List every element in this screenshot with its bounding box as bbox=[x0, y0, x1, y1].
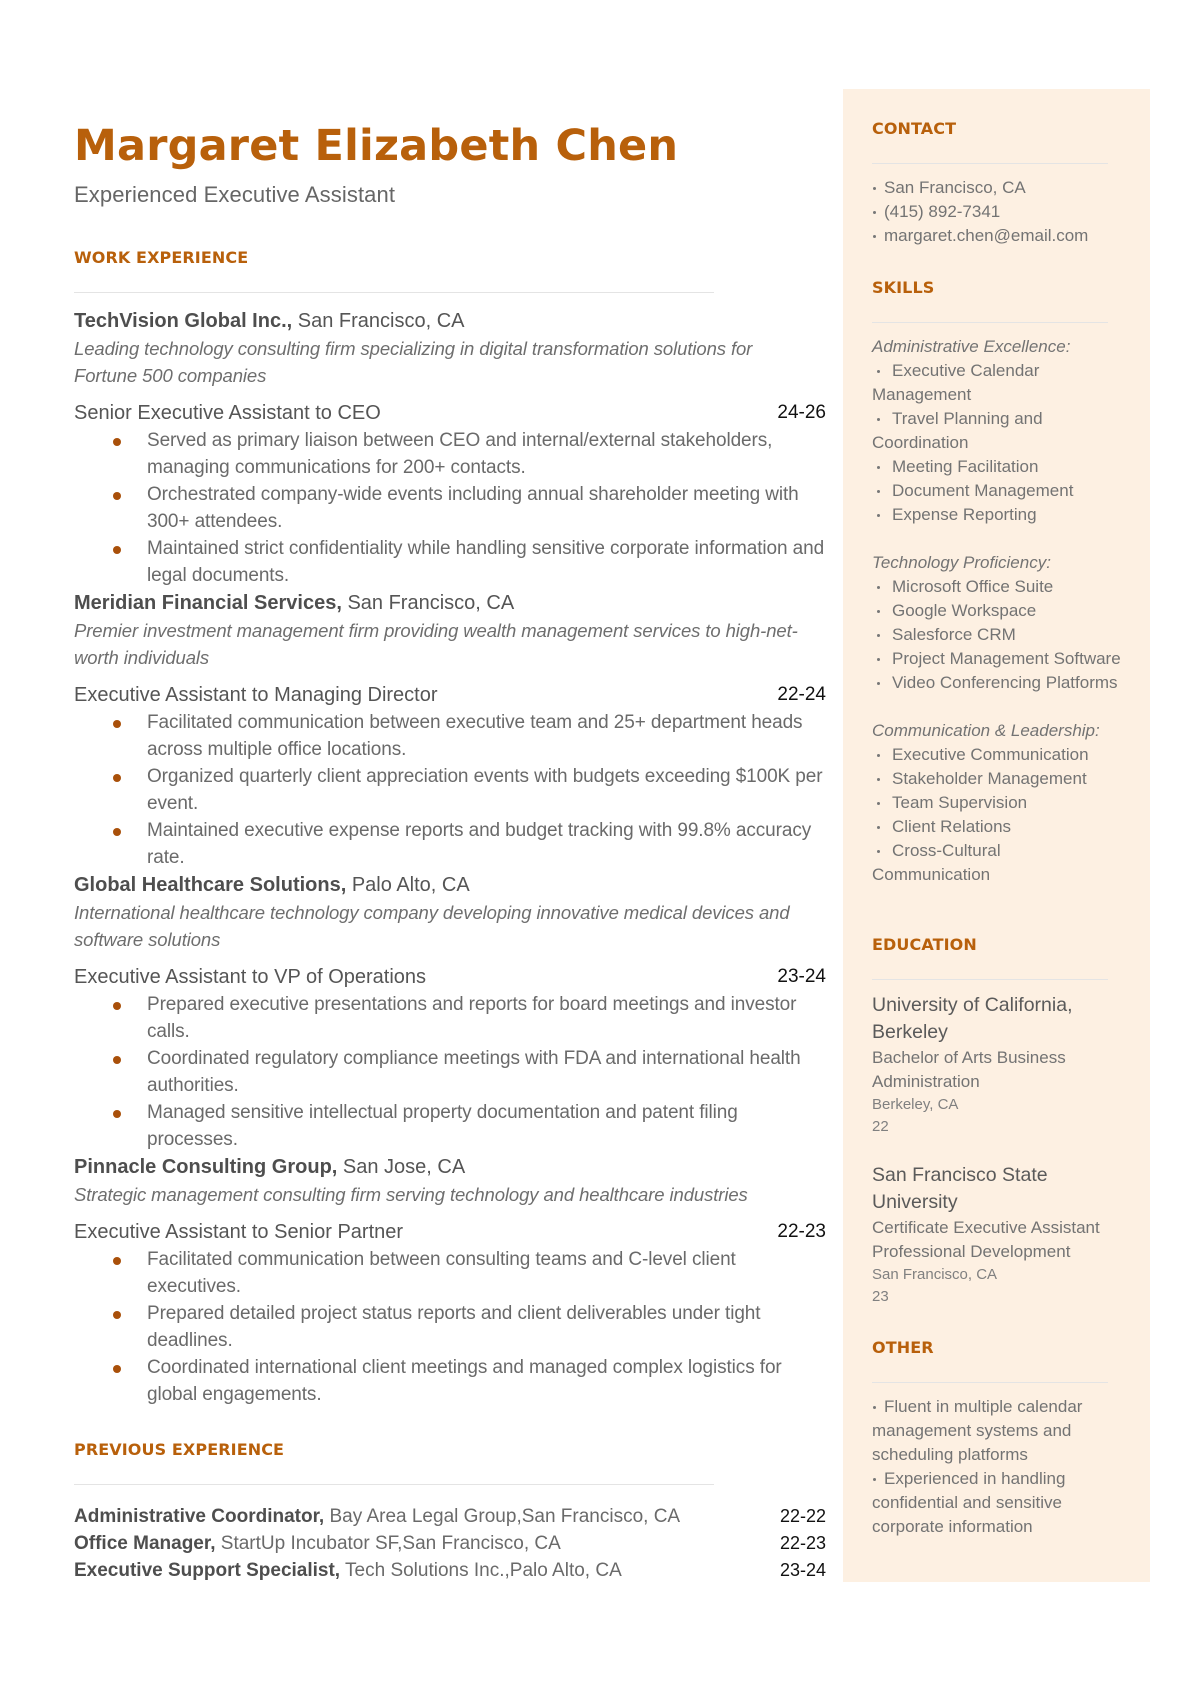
company-line bbox=[74, 1153, 826, 1181]
skill-text: Video Conferencing Platforms bbox=[892, 673, 1118, 692]
skill-text: Executive Communication bbox=[892, 745, 1089, 764]
role-title: Executive Assistant to Managing Director bbox=[74, 684, 438, 706]
skill-category: Administrative Excellence: bbox=[872, 337, 1071, 356]
role-dates: 23-24 bbox=[777, 966, 826, 987]
education-entry bbox=[872, 992, 1122, 1138]
skill-group bbox=[872, 719, 1122, 887]
work-entry bbox=[74, 589, 826, 871]
skill-text: Document Management bbox=[892, 481, 1074, 500]
skill-text: Microsoft Office Suite bbox=[892, 577, 1054, 596]
contact-list bbox=[872, 176, 1122, 248]
work-experience-list bbox=[74, 307, 826, 1408]
bullet-icon bbox=[113, 1056, 121, 1064]
bullet-icon bbox=[113, 1002, 121, 1010]
bullet-icon bbox=[113, 1365, 121, 1373]
achievement-item bbox=[74, 817, 827, 871]
bullet-icon bbox=[873, 187, 876, 190]
main-column bbox=[74, 118, 826, 1584]
skill-item bbox=[872, 791, 1122, 815]
previous-experience-row bbox=[74, 1503, 826, 1530]
skill-text: Google Workspace bbox=[892, 601, 1037, 620]
company-location: San Francisco, CA bbox=[341, 592, 515, 614]
skill-text: Expense Reporting bbox=[892, 505, 1037, 524]
skill-item bbox=[872, 839, 1122, 887]
bullet-icon bbox=[877, 826, 880, 829]
bullet-icon bbox=[873, 211, 876, 214]
bullet-icon bbox=[877, 490, 880, 493]
company-line bbox=[74, 589, 826, 617]
bullet-icon bbox=[877, 610, 880, 613]
achievement-item bbox=[74, 1099, 827, 1153]
education-location: San Francisco, CA bbox=[872, 1266, 998, 1283]
skill-item bbox=[872, 671, 1122, 695]
achievement-text: Organized quarterly client appreciation events with budgets exceeding $100K per event. bbox=[147, 766, 823, 814]
section-divider bbox=[74, 1484, 714, 1485]
contact-location: San Francisco, CA bbox=[872, 176, 1122, 200]
bullet-icon bbox=[113, 720, 121, 728]
previous-experience-heading: PREVIOUS EXPERIENCE bbox=[74, 1440, 285, 1459]
achievement-item bbox=[74, 481, 827, 535]
bullet-icon bbox=[113, 1311, 121, 1319]
section-divider bbox=[872, 1382, 1108, 1383]
skill-item bbox=[872, 503, 1122, 527]
company-line bbox=[74, 871, 826, 899]
achievement-text: Maintained executive expense reports and budget tracking with 99.8% accuracy rate. bbox=[147, 820, 812, 868]
degree: Certificate Executive Assistant Professional Development bbox=[872, 1218, 1100, 1261]
bullet-icon bbox=[113, 1110, 121, 1118]
work-experience-heading: WORK EXPERIENCE bbox=[74, 248, 249, 267]
skills-heading: SKILLS bbox=[872, 278, 935, 297]
bullet-icon bbox=[113, 828, 121, 836]
role-title: Executive Assistant to VP of Operations bbox=[74, 966, 427, 988]
education-year: 23 bbox=[872, 1288, 889, 1305]
other-text: Experienced in handling confidential and sensitive corporate information bbox=[872, 1469, 1066, 1536]
previous-detail: StartUp Incubator SF,San Francisco, CA bbox=[215, 1533, 561, 1554]
achievement-item bbox=[74, 763, 827, 817]
skills-list bbox=[872, 335, 1122, 887]
contact-phone[interactable]: (415) 892-7341 bbox=[872, 200, 1122, 224]
candidate-title: Experienced Executive Assistant bbox=[74, 182, 396, 207]
education-location: Berkeley, CA bbox=[872, 1096, 959, 1113]
skill-text: Project Management Software bbox=[892, 649, 1121, 668]
bullet-icon bbox=[877, 658, 880, 661]
company-name: Pinnacle Consulting Group, bbox=[74, 1156, 338, 1178]
achievement-text: Facilitated communication between executive team and 25+ department heads across multiple office locations. bbox=[147, 712, 803, 760]
previous-role: Executive Support Specialist, bbox=[74, 1560, 341, 1581]
bullet-icon bbox=[113, 774, 121, 782]
other-heading: OTHER bbox=[872, 1338, 934, 1357]
bullet-icon bbox=[877, 586, 880, 589]
skill-category: Technology Proficiency: bbox=[872, 553, 1051, 572]
skill-item bbox=[872, 575, 1122, 599]
company-line bbox=[74, 307, 826, 335]
bullet-icon bbox=[877, 634, 880, 637]
skill-item bbox=[872, 359, 1122, 407]
sidebar bbox=[843, 89, 1150, 1582]
previous-role: Administrative Coordinator, bbox=[74, 1506, 325, 1527]
skill-item bbox=[872, 743, 1122, 767]
achievement-list bbox=[74, 1246, 826, 1408]
other-item bbox=[872, 1467, 1122, 1539]
education-list bbox=[872, 992, 1122, 1308]
skill-text: Client Relations bbox=[892, 817, 1012, 836]
achievement-text: Orchestrated company-wide events including annual shareholder meeting with 300+ attendees. bbox=[147, 484, 799, 532]
previous-experience-text bbox=[74, 1503, 680, 1530]
previous-experience-text bbox=[74, 1530, 561, 1557]
previous-detail: Bay Area Legal Group,San Francisco, CA bbox=[324, 1506, 681, 1527]
achievement-item bbox=[74, 535, 827, 589]
skill-text: Stakeholder Management bbox=[892, 769, 1087, 788]
company-name: TechVision Global Inc., bbox=[74, 310, 293, 332]
skill-item bbox=[872, 599, 1122, 623]
achievement-item bbox=[74, 709, 827, 763]
previous-role: Office Manager, bbox=[74, 1533, 216, 1554]
other-text: Fluent in multiple calendar management systems and scheduling platforms bbox=[872, 1397, 1083, 1464]
role-row bbox=[74, 681, 826, 709]
previous-detail: Tech Solutions Inc.,Palo Alto, CA bbox=[340, 1560, 622, 1581]
achievement-text: Served as primary liaison between CEO and internal/external stakeholders, managing communications for 200+ contacts. bbox=[147, 430, 773, 478]
skill-item bbox=[872, 407, 1122, 455]
skill-category: Communication & Leadership: bbox=[872, 721, 1100, 740]
achievement-list bbox=[74, 991, 826, 1153]
achievement-text: Facilitated communication between consulting teams and C-level client executives. bbox=[147, 1249, 736, 1297]
company-description: International healthcare technology company developing innovative medical devices and software solutions bbox=[74, 902, 790, 950]
role-dates: 22-23 bbox=[777, 1221, 826, 1242]
company-description: Premier investment management firm providing wealth management services to high-net-worth individuals bbox=[74, 620, 798, 668]
company-name: Global Healthcare Solutions, bbox=[74, 874, 347, 896]
work-entry bbox=[74, 307, 826, 589]
skill-text: Cross-Cultural Communication bbox=[872, 841, 1001, 884]
skill-group bbox=[872, 335, 1122, 527]
school-name: University of California, Berkeley bbox=[872, 994, 1073, 1043]
work-entry bbox=[74, 1153, 826, 1408]
bullet-icon bbox=[877, 754, 880, 757]
education-heading: EDUCATION bbox=[872, 935, 977, 954]
achievement-item bbox=[74, 991, 827, 1045]
company-description: Leading technology consulting firm specializing in digital transformation solutions for Fortune 500 companies bbox=[74, 338, 753, 386]
previous-experience-text bbox=[74, 1557, 622, 1584]
company-location: San Jose, CA bbox=[337, 1156, 466, 1178]
achievement-text: Prepared executive presentations and reports for board meetings and investor calls. bbox=[147, 994, 797, 1042]
bullet-icon bbox=[877, 418, 880, 421]
company-location: Palo Alto, CA bbox=[346, 874, 470, 896]
skill-text: Meeting Facilitation bbox=[892, 457, 1039, 476]
section-divider bbox=[872, 322, 1108, 323]
role-row bbox=[74, 963, 826, 991]
company-name: Meridian Financial Services, bbox=[74, 592, 342, 614]
section-divider bbox=[74, 292, 714, 293]
previous-experience-row bbox=[74, 1557, 826, 1584]
role-title: Executive Assistant to Senior Partner bbox=[74, 1221, 404, 1243]
achievement-item bbox=[74, 1045, 827, 1099]
previous-dates: 22-22 bbox=[779, 1506, 826, 1526]
bullet-icon bbox=[873, 1478, 876, 1481]
skill-item bbox=[872, 479, 1122, 503]
bullet-icon bbox=[877, 682, 880, 685]
bullet-icon bbox=[877, 466, 880, 469]
skill-text: Travel Planning and Coordination bbox=[872, 409, 1043, 452]
bullet-icon bbox=[873, 235, 876, 238]
achievement-text: Prepared detailed project status reports and client deliverables under tight deadlines. bbox=[147, 1303, 761, 1351]
bullet-icon bbox=[877, 514, 880, 517]
education-year: 22 bbox=[872, 1118, 889, 1135]
section-divider bbox=[872, 163, 1108, 164]
company-description: Strategic management consulting firm serving technology and healthcare industries bbox=[74, 1184, 748, 1205]
skill-group bbox=[872, 551, 1122, 695]
candidate-name: Margaret Elizabeth Chen bbox=[74, 121, 679, 171]
bullet-icon bbox=[877, 850, 880, 853]
achievement-item bbox=[74, 1354, 827, 1408]
education-entry bbox=[872, 1162, 1122, 1308]
work-entry bbox=[74, 871, 826, 1153]
role-dates: 24-26 bbox=[777, 402, 826, 423]
achievement-text: Coordinated regulatory compliance meetings with FDA and international health authorities. bbox=[147, 1048, 801, 1096]
previous-experience-list bbox=[74, 1503, 826, 1584]
achievement-text: Maintained strict confidentiality while handling sensitive corporate information and legal documents. bbox=[147, 538, 825, 586]
role-title: Senior Executive Assistant to CEO bbox=[74, 402, 381, 424]
role-dates: 22-24 bbox=[777, 684, 826, 705]
skill-text: Team Supervision bbox=[892, 793, 1028, 812]
skill-text: Executive Calendar Management bbox=[872, 361, 1040, 404]
achievement-item bbox=[74, 1300, 827, 1354]
bullet-icon bbox=[877, 370, 880, 373]
role-row bbox=[74, 399, 826, 427]
skill-item bbox=[872, 815, 1122, 839]
previous-dates: 22-23 bbox=[779, 1533, 826, 1553]
achievement-text: Managed sensitive intellectual property documentation and patent filing processes. bbox=[147, 1102, 738, 1150]
achievement-list bbox=[74, 427, 826, 589]
section-divider bbox=[872, 979, 1108, 980]
bullet-icon bbox=[873, 1406, 876, 1409]
school-name: San Francisco State University bbox=[872, 1164, 1048, 1213]
previous-experience-row bbox=[74, 1530, 826, 1557]
degree: Bachelor of Arts Business Administration bbox=[872, 1048, 1066, 1091]
achievement-list bbox=[74, 709, 826, 871]
contact-email[interactable]: margaret.chen@email.com bbox=[872, 224, 1122, 248]
achievement-item bbox=[74, 427, 827, 481]
bullet-icon bbox=[877, 778, 880, 781]
company-location: San Francisco, CA bbox=[292, 310, 465, 332]
other-item bbox=[872, 1395, 1122, 1467]
skill-item bbox=[872, 455, 1122, 479]
skill-text: Salesforce CRM bbox=[892, 625, 1016, 644]
bullet-icon bbox=[877, 802, 880, 805]
achievement-item bbox=[74, 1246, 827, 1300]
role-row bbox=[74, 1218, 826, 1246]
achievement-text: Coordinated international client meetings and managed complex logistics for global engagements. bbox=[147, 1357, 782, 1405]
previous-dates: 23-24 bbox=[779, 1560, 826, 1580]
contact-heading: CONTACT bbox=[872, 119, 957, 138]
other-list bbox=[872, 1395, 1122, 1539]
skill-item bbox=[872, 647, 1122, 671]
bullet-icon bbox=[113, 438, 121, 446]
skill-item bbox=[872, 767, 1122, 791]
skill-item bbox=[872, 623, 1122, 647]
bullet-icon bbox=[113, 492, 121, 500]
bullet-icon bbox=[113, 1257, 121, 1265]
bullet-icon bbox=[113, 546, 121, 554]
